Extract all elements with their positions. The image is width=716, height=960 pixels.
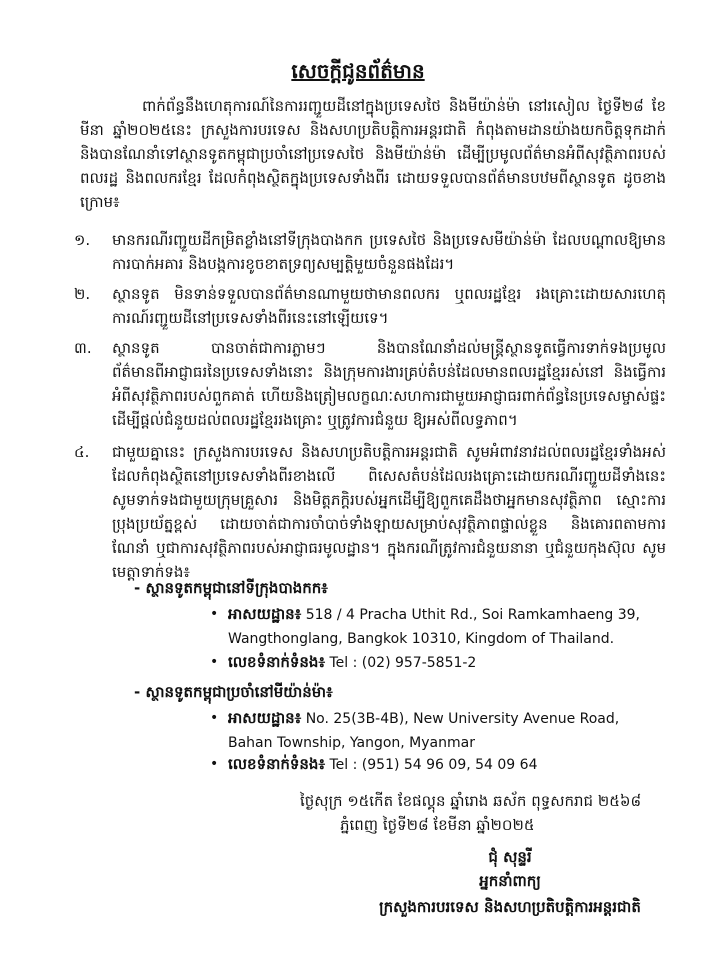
embassy-yangon-address [210,706,668,755]
point-text: មានករណីរញ្ជួយដីកម្រិតខ្លាំងនៅទីក្រុងបាងកក ប្រទេសថៃ និងប្រទេសមីយ៉ាន់ម៉ា ដែលបណ្តាលឱ្យមានការបាក់អគារ និងបង្កការខូចខាតទ្រព្យសម្បត្តិមួយចំនួនផងដែរ។ [112,231,666,273]
signer-name: ជុំ សុន្ទរី [488,848,532,866]
document-title: សេចក្តីជូនព័ត៌មាន [291,59,425,83]
phone-value: Tel : (02) 957-5851-2 [329,655,477,671]
address-label: អាសយដ្ឋាន៖ [228,605,302,623]
address-value: 518 / 4 Pracha Uthit Rd., Soi Ramkamhaeng 39, Wangthonglang, Bangkok 10310, Kingdom of Thailand. [228,607,640,647]
embassy-yangon-phone [210,752,668,777]
point-1 [74,228,666,276]
embassy-bangkok-address [210,602,668,651]
signer-title: អ្នកនាំពាក្យ [479,872,541,890]
phone-label: លេខទំនាក់ទំនង៖ [228,755,326,773]
address-label: អាសយដ្ឋាន៖ [228,709,302,727]
bullet-icon: • [210,710,219,726]
bullet-icon: • [210,756,219,772]
place-date: ភ្នំពេញ ថ្ងៃទី២៨ ខែមីនា ឆ្នាំ២០២៥ [340,816,535,834]
point-number: ២. [74,285,91,303]
phone-value: Tel : (951) 54 96 09, 54 09 64 [329,757,538,773]
point-4 [74,440,666,584]
point-number: ៣. [74,339,92,357]
bullet-icon: • [210,654,219,670]
embassy-bangkok-heading: - ស្ថានទូតកម្ពុជានៅទីក្រុងបាងកក៖ [134,579,328,597]
point-text: ជាមួយគ្នានេះ ក្រសួងការបរទេស និងសហប្រតិបត្តិការអន្តរជាតិ សូមអំពាវនាវដល់ពលរដ្ឋខ្មែរទាំងអស់ ដែលកំពុងស្ថិតនៅប្រទេសទាំងពីរខាងលើ ពិសេសតំបន់ដែលរងគ្រោះដោយករណីរញ្ជួយដីទាំងនេះ សូមទាក់ទងជាមួយក្រុមគ្រួសារ និងមិត្តភក្តិរបស់អ្នកដើម្បីឱ្យពួកគេដឹងថាអ្នកមានសុវត្ថិភាព ស្មោះការប្រុងប្រយ័ត្នខ្ពស់ ដោយចាត់ជាការចាំបាច់ទាំងឡាយសម្រាប់សុវត្ថិភាពផ្ទាល់ខ្លួន និងគោរពតាមការណែនាំ ឬជាការសុវត្ថិភាពរបស់អាជ្ញាធរមូលដ្ឋាន។ ក្នុងករណីត្រូវការជំនួយនានា ឬជំនួយកុងស៊ុល សូមមេត្តាទាក់ទង៖ [112,443,666,581]
point-text: ស្ថានទូត បានចាត់ជាការភ្លាមៗ និងបានណែនាំដល់មន្ត្រីស្ថានទូតធ្វើការទាក់ទងប្រមូលព័ត៌មានពីអាជ្ញាធរនៃប្រទេសទាំងនោះ និងក្រុមការងារគ្រប់តំបន់ដែលមានពលរដ្ឋខ្មែររស់នៅ និងធ្វើការ អំពីសុវត្ថិភាពរបស់ពួកគាត់ ហើយនិងត្រៀមលក្ខណៈសហការជាមួយអាជ្ញាធរពាក់ព័ន្ធនៃប្រទេសម្ចាស់ផ្ទះ ដើម្បីផ្តល់ជំនួយដល់ពលរដ្ឋខ្មែររងគ្រោះ ឬត្រូវការជំនួយ ឱ្យអស់ពីលទ្ធភាព។ [112,339,666,429]
ministry-name: ក្រសួងការបរទេស និងសហប្រតិបត្តិការអន្តរជាតិ [379,898,641,916]
embassy-yangon-heading: - ស្ថានទូតកម្ពុជាប្រចាំនៅមីយ៉ាន់ម៉ា៖ [134,683,333,701]
intro-text: ពាក់ព័ន្ធនឹងហេតុការណ៍នៃការរញ្ជួយដីនៅក្នុងប្រទេសថៃ និងមីយ៉ាន់ម៉ា នៅរសៀល ថ្ងៃទី២៨ ខែមីនា ឆ្នាំ២០២៥នេះ ក្រសួងការបរទេស និងសហប្រតិបត្តិការអន្តរជាតិ កំពុងតាមដានយ៉ាងយកចិត្តទុកដាក់ និងបានណែនាំទៅស្ថានទូតកម្ពុជាប្រចាំនៅប្រទេសថៃ និងមីយ៉ាន់ម៉ា ដើម្បីប្រមូលព័ត៌មានអំពីសុវត្ថិភាពរបស់ពលរដ្ឋ និងពលករខ្មែរ ដែលកំពុងស្ថិតក្នុងប្រទេសទាំងពីរ ដោយទទួលបានព័ត៌មានបឋមពីស្ថានទូត ដូចខាងក្រោម៖ [80,97,666,211]
address-value: No. 25(3B-4B), New University Avenue Road, Bahan Township, Yangon, Myanmar [228,711,620,751]
point-3 [74,336,666,432]
point-text: ស្ថានទូត មិនទាន់ទទួលបានព័ត៌មានណាមួយថាមានពលករ ឬពលរដ្ឋខ្មែរ រងគ្រោះដោយសារហេតុការណ៍រញ្ជួយដីនៅប្រទេសទាំងពីរនេះនៅឡើយទេ។ [112,285,666,327]
intro-paragraph [80,94,666,214]
lunar-date: ថ្ងៃសុក្រ ១៥កើត ខែផល្គុន ឆ្នាំរោង ឆស័ក ពុទ្ធសករាជ ២៥៦៨ [300,792,642,810]
bullet-icon: • [210,606,219,622]
embassy-bangkok-phone [210,650,668,675]
phone-label: លេខទំនាក់ទំនង៖ [228,653,326,671]
point-number: ១. [74,231,91,249]
point-2 [74,282,666,330]
point-number: ៤. [74,443,90,461]
